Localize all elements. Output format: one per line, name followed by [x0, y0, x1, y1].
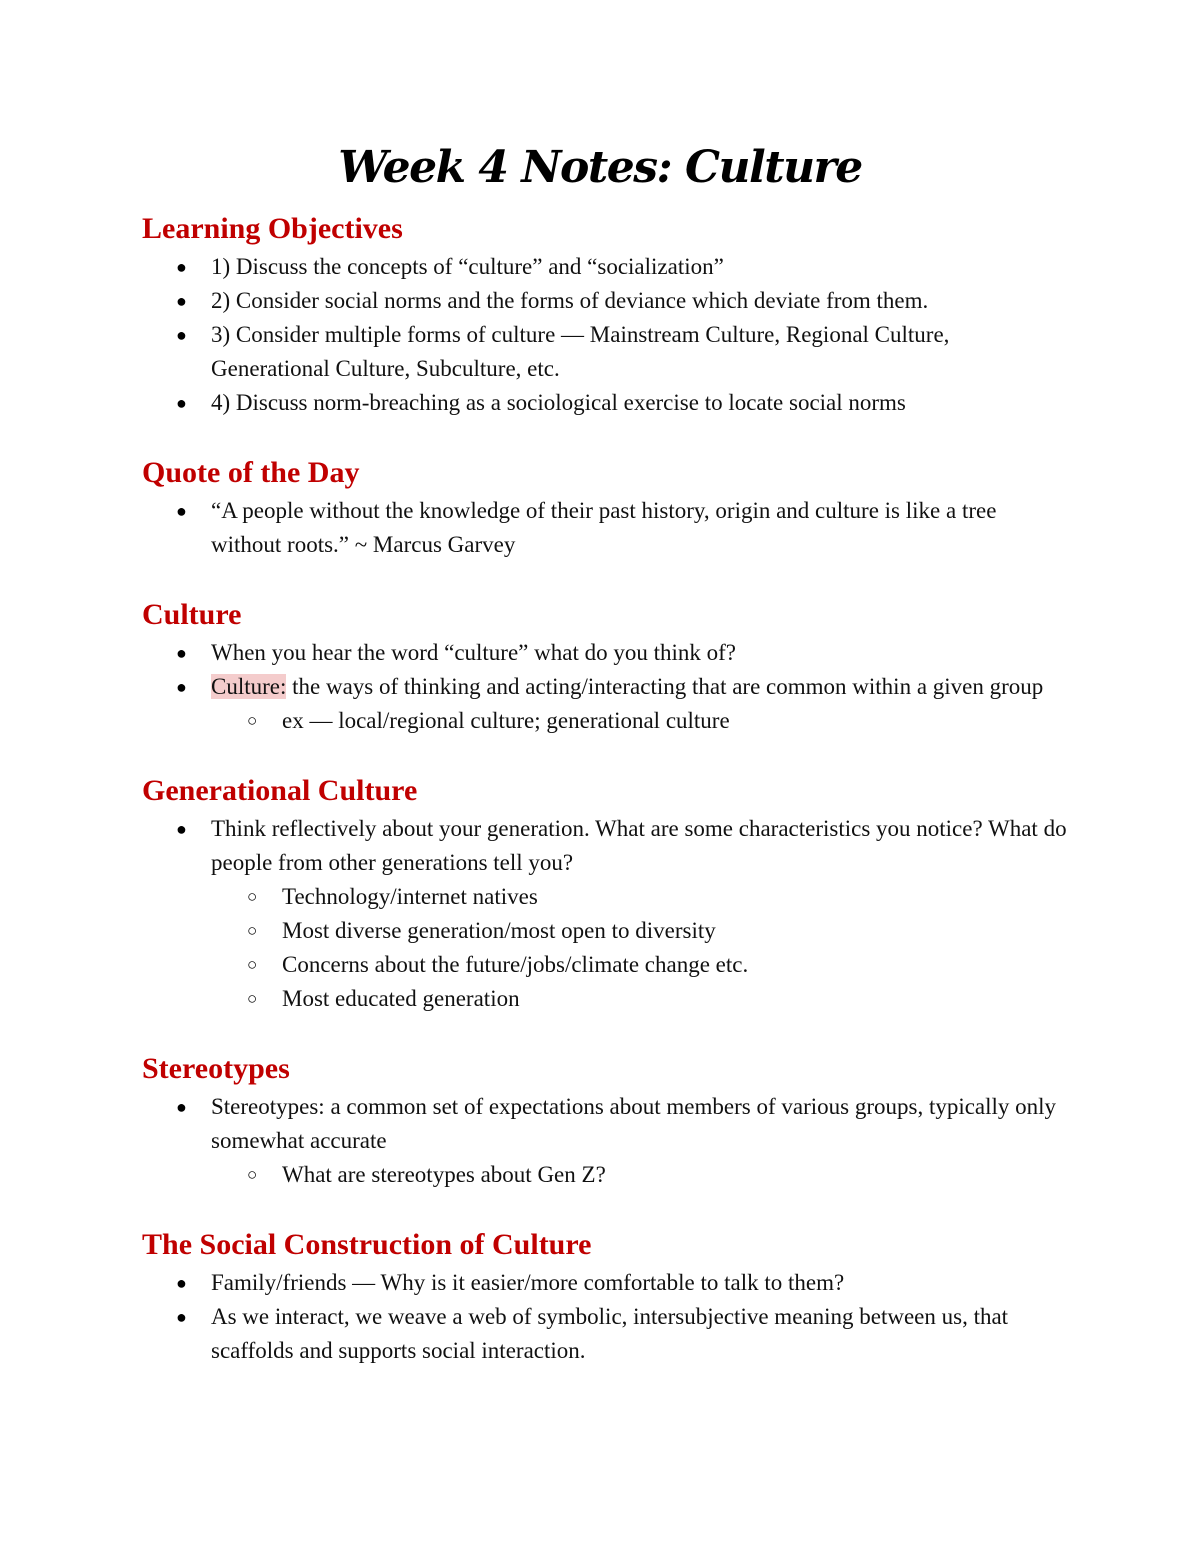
list-item: [142, 670, 1072, 704]
section-gap: [142, 562, 1072, 594]
bullet-list: [142, 250, 1072, 420]
list-item-text: ex — local/regional culture; generational culture: [282, 708, 730, 733]
list-item: [142, 250, 1072, 284]
bullet-list: [142, 494, 1072, 562]
bullet-icon: ●: [176, 677, 187, 697]
list-item-text: As we interact, we weave a web of symbolic, intersubjective meaning between us, that scaffolds and supports social interaction.: [211, 1304, 1009, 1363]
sub-bullet-icon: ○: [247, 711, 258, 730]
list-item-text: 2) Consider social norms and the forms of deviance which deviate from them.: [211, 288, 929, 313]
bullet-icon: ●: [176, 501, 187, 521]
list-item-text: Most diverse generation/most open to diversity: [282, 918, 716, 943]
definition-text: the ways of thinking and acting/interacting that are common within a given group: [286, 674, 1044, 699]
list-item-text: Technology/internet natives: [282, 884, 538, 909]
section-gap: [142, 1016, 1072, 1048]
list-item: [142, 812, 1072, 880]
list-item: [142, 636, 1072, 670]
sub-list-item: [142, 982, 1072, 1016]
list-item: [142, 1266, 1072, 1300]
section-learning-objectives: [142, 208, 1072, 420]
section-gap: [142, 1192, 1072, 1224]
page-title: Week 4 Notes: Culture: [338, 142, 862, 193]
list-item-text: When you hear the word “culture” what do you think of?: [211, 640, 736, 665]
bullet-icon: ●: [176, 325, 187, 345]
list-item-text: Family/friends — Why is it easier/more comfortable to talk to them?: [211, 1270, 845, 1295]
bullet-icon: ●: [176, 643, 187, 663]
section-heading: Generational Culture: [142, 774, 418, 807]
list-item: [142, 1300, 1072, 1368]
sub-list-item: [142, 1158, 1072, 1192]
list-item-text: 3) Consider multiple forms of culture — Mainstream Culture, Regional Culture, Generational Culture, Subculture, etc.: [211, 322, 950, 381]
sub-bullet-icon: ○: [247, 955, 258, 974]
bullet-icon: ●: [176, 1307, 187, 1327]
document-body: [142, 208, 1072, 1368]
bullet-list: [142, 1266, 1072, 1368]
bullet-list: [142, 812, 1072, 1016]
sub-list-item: [142, 948, 1072, 982]
section-heading: Culture: [142, 598, 242, 631]
bullet-icon: ●: [176, 291, 187, 311]
list-item: [142, 1090, 1072, 1158]
bullet-icon: ●: [176, 819, 187, 839]
list-item-text: Most educated generation: [282, 986, 520, 1011]
bullet-icon: ●: [176, 393, 187, 413]
sub-list-item: [142, 914, 1072, 948]
bullet-icon: ●: [176, 1097, 187, 1117]
list-item-text: Think reflectively about your generation. What are some characteristics you notice? What do people from other generations tell you?: [211, 816, 1067, 875]
section-social-construction: [142, 1224, 1072, 1368]
section-heading: Stereotypes: [142, 1052, 290, 1085]
list-item-text: Stereotypes: a common set of expectations about members of various groups, typically only somewhat accurate: [211, 1094, 1057, 1153]
section-stereotypes: [142, 1048, 1072, 1192]
section-quote-of-the-day: [142, 452, 1072, 562]
sub-bullet-icon: ○: [247, 1165, 258, 1184]
sub-bullet-icon: ○: [247, 887, 258, 906]
quote-text: “A people without the knowledge of their past history, origin and culture is like a tree without roots.” ~ Marcus Garvey: [211, 498, 997, 557]
section-gap: [142, 420, 1072, 452]
section-culture: [142, 594, 1072, 738]
list-item: [142, 318, 1072, 386]
list-item-text: 4) Discuss norm-breaching as a sociological exercise to locate social norms: [211, 390, 906, 415]
section-generational-culture: [142, 770, 1072, 1016]
sub-list-item: [142, 704, 1072, 738]
sub-bullet-icon: ○: [247, 921, 258, 940]
sub-list-item: [142, 880, 1072, 914]
sub-bullet-icon: ○: [247, 989, 258, 1008]
section-heading: The Social Construction of Culture: [142, 1228, 592, 1261]
list-item-text: Concerns about the future/jobs/climate change etc.: [282, 952, 749, 977]
list-item-text: 1) Discuss the concepts of “culture” and “socialization”: [211, 254, 724, 279]
section-heading: Quote of the Day: [142, 456, 360, 489]
highlighted-term: Culture:: [211, 674, 287, 699]
bullet-list: [142, 636, 1072, 738]
bullet-icon: ●: [176, 1273, 187, 1293]
bullet-icon: ●: [176, 257, 187, 277]
list-item: [142, 386, 1072, 420]
section-gap: [142, 738, 1072, 770]
list-item-text: What are stereotypes about Gen Z?: [282, 1162, 606, 1187]
section-heading: Learning Objectives: [142, 212, 403, 245]
bullet-list: [142, 1090, 1072, 1192]
list-item: [142, 494, 1072, 562]
list-item: [142, 284, 1072, 318]
